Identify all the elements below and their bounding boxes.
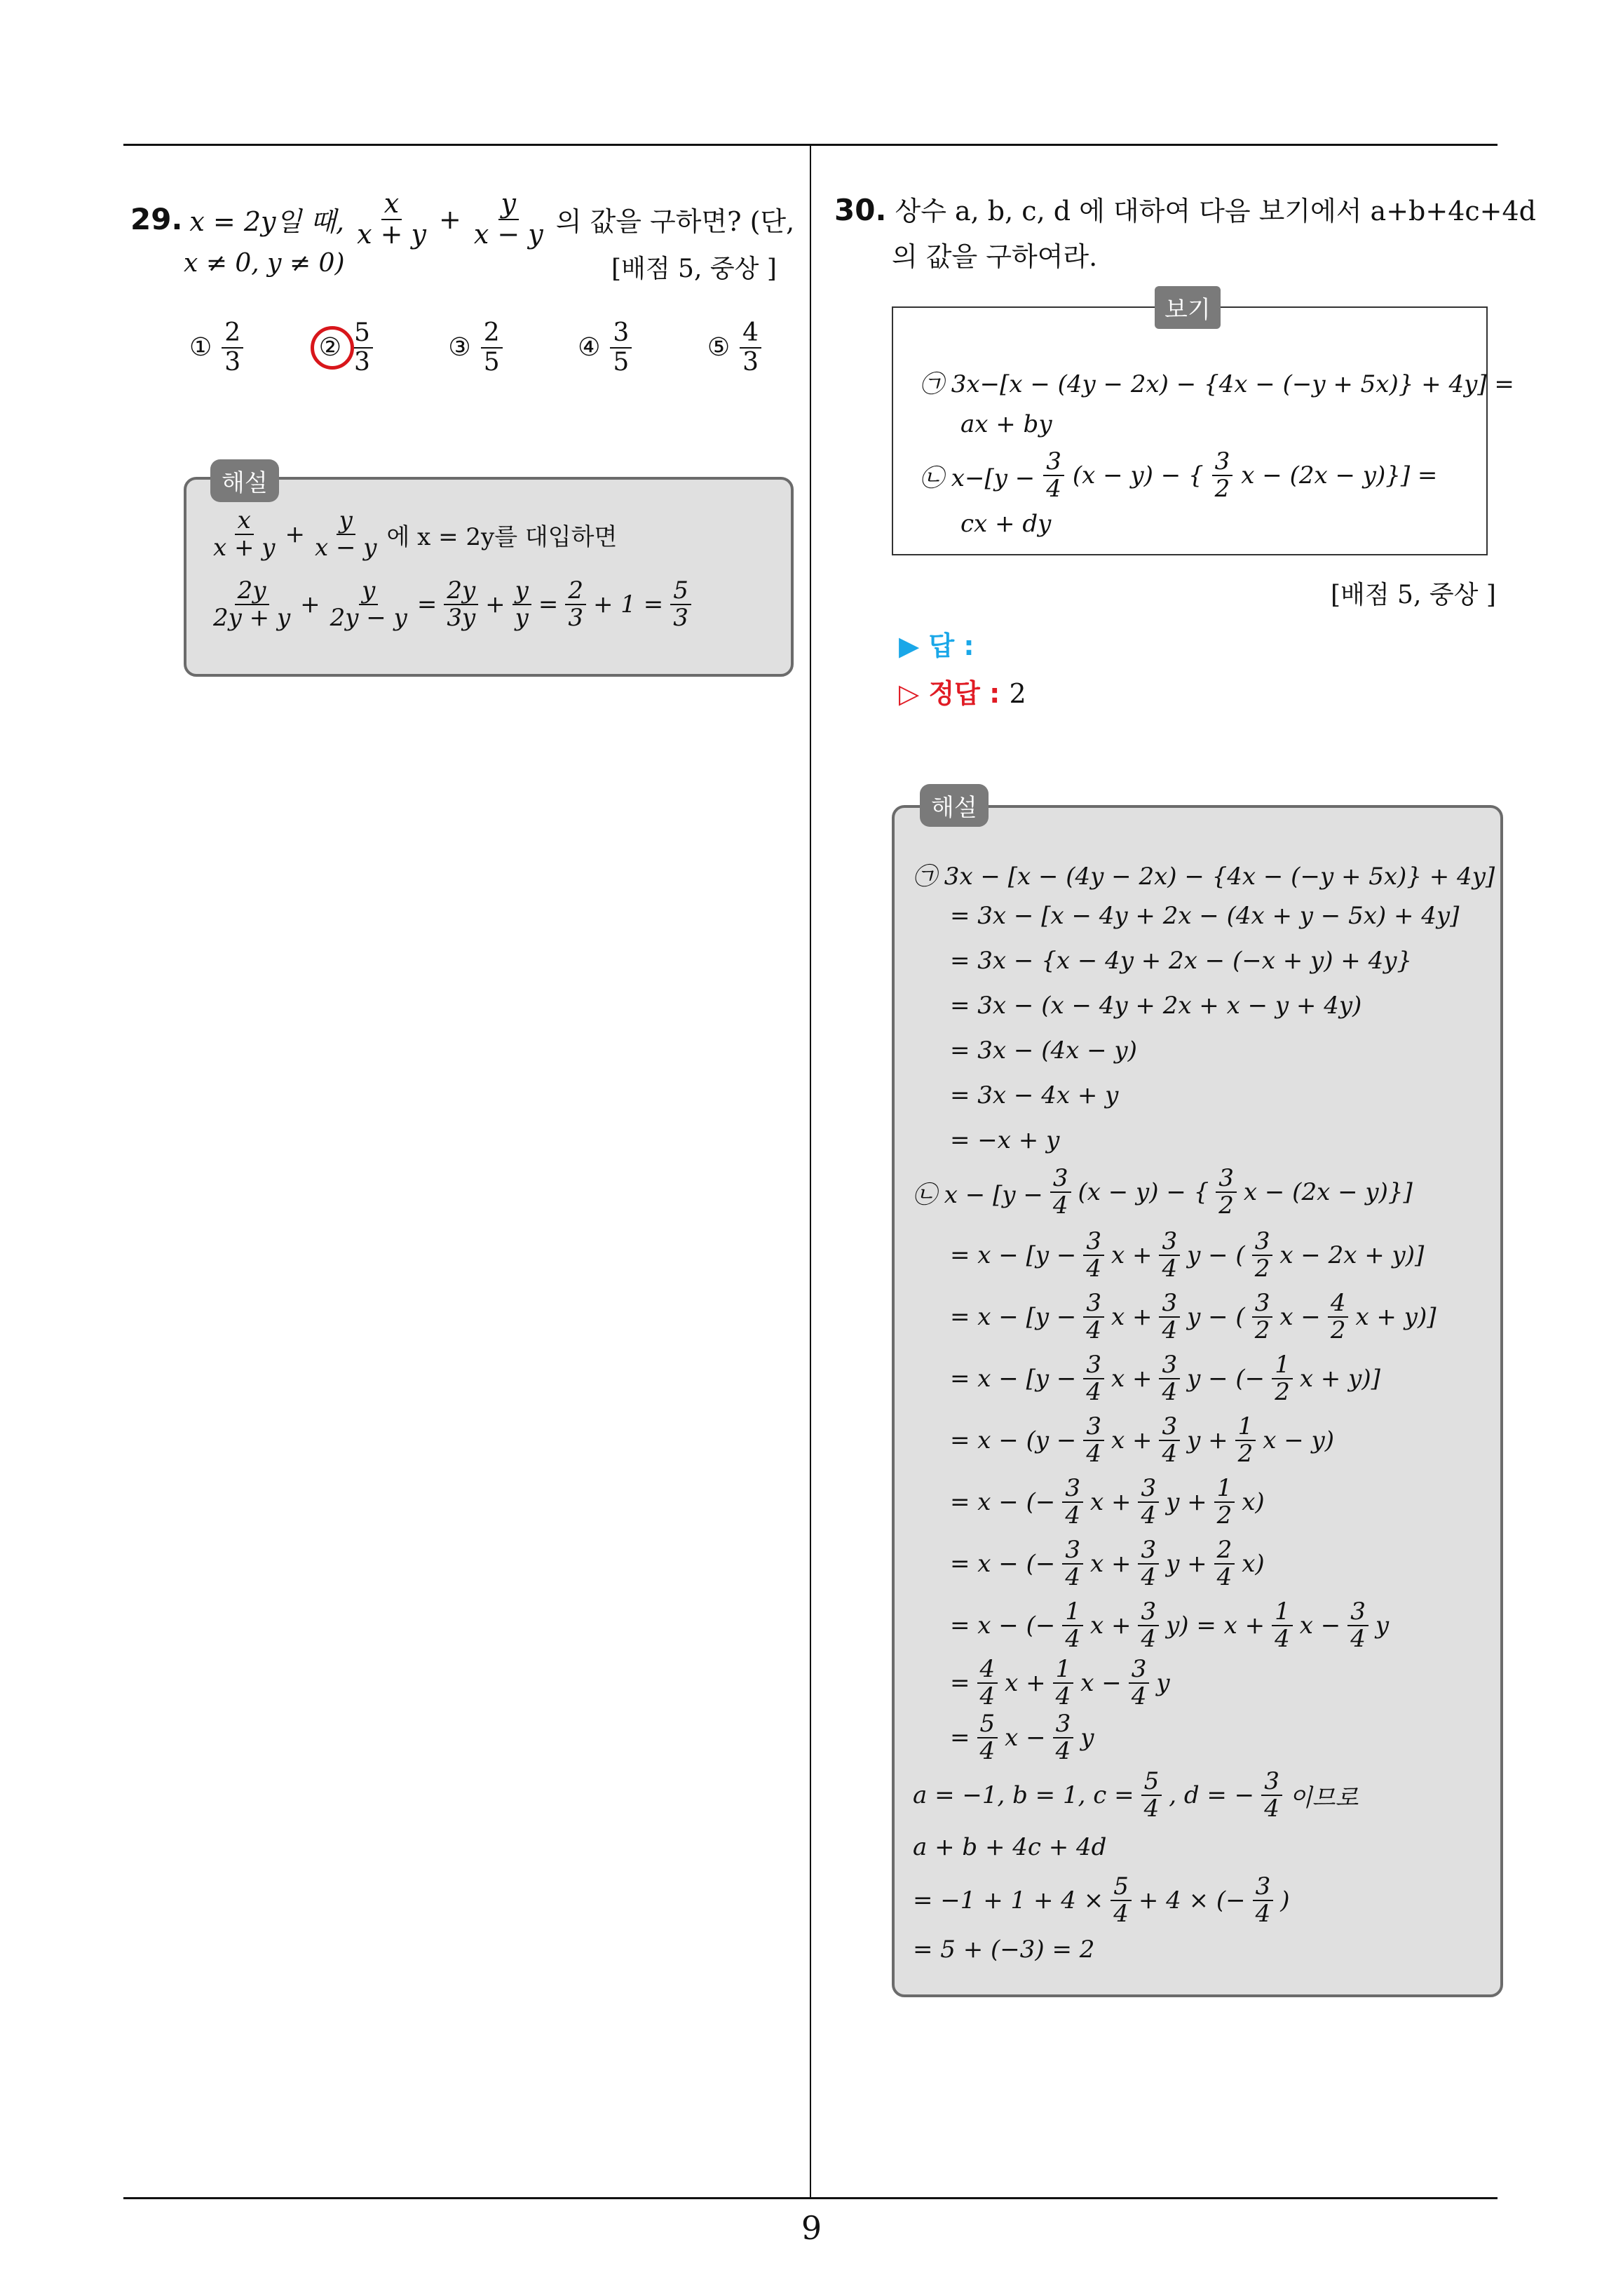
- choice-5[interactable]: [707, 319, 764, 376]
- fraction: $\frac{3}{4}$: [1138, 1475, 1159, 1529]
- expression-text: x −: [1299, 1612, 1341, 1640]
- choice-1-value: $\frac{2}{3}$: [222, 319, 243, 376]
- solution-b-line-3: [950, 1290, 1436, 1344]
- expression-text: x − (2x − y)}]: [1243, 1178, 1413, 1207]
- expression-text: x +: [1089, 1488, 1132, 1517]
- expression-text: = x − [y −: [950, 1365, 1077, 1393]
- choice-4-label: ④: [578, 333, 601, 363]
- fraction: $\frac{5}{4}$: [1111, 1874, 1132, 1928]
- page-number: 9: [801, 2209, 822, 2247]
- fraction: $\frac{3}{4}$: [1159, 1229, 1180, 1283]
- choice-1-label: ①: [189, 333, 212, 363]
- expression-text: y − (−: [1187, 1365, 1265, 1393]
- solution-b-line-5: [950, 1414, 1334, 1468]
- expression-text: ㉡ x − [y −: [913, 1180, 1043, 1209]
- fraction: $\frac{3}{4}$: [1159, 1414, 1180, 1468]
- fraction: $\frac{3}{4}$: [1053, 1711, 1074, 1765]
- choice-5-value: $\frac{4}{3}$: [740, 319, 761, 376]
- expression-text: = x − [y −: [950, 1303, 1077, 1332]
- expression-text: x − 2x + y)]: [1279, 1241, 1425, 1270]
- problem-29-fraction-1: $\frac{x}{x + y}$: [357, 188, 426, 250]
- choice-5-label: ⑤: [707, 333, 731, 363]
- answer-label: ▶ 답 :: [899, 630, 975, 661]
- expression-text: ): [1280, 1886, 1290, 1915]
- expression-text: y) = x +: [1166, 1612, 1265, 1640]
- expression-text: x −: [1279, 1303, 1321, 1332]
- expression-text: = x − (−: [950, 1550, 1056, 1579]
- conclusion-line-2: a + b + 4c + 4d: [913, 1833, 1107, 1861]
- expression-text: x + y)]: [1355, 1303, 1437, 1332]
- explanation-29-line-2: $\frac{2y}{2y + y}$ + $\frac{y}{2y - y}$ = $\frac{2y}{3y}$ + $\frac{y}{y}$ = $\frac{2}{3}$ + 1 = $\frac{5}{3}$: [208, 578, 694, 632]
- expression-text: = −1 + 1 + 4 ×: [913, 1886, 1104, 1915]
- expression-text: y: [1156, 1669, 1170, 1698]
- problem-29-choices: [189, 319, 764, 376]
- fraction: $\frac{1}{4}$: [1272, 1599, 1293, 1653]
- problem-29-condition: x ≠ 0, y ≠ 0): [184, 249, 345, 278]
- expression-text: , d = −: [1169, 1781, 1255, 1810]
- fraction: $\frac{3}{4}$: [1159, 1352, 1180, 1406]
- solution-a-line-7: = −x + y: [950, 1126, 1060, 1154]
- expression-text: x +: [1089, 1550, 1132, 1579]
- selected-circle-mark: [311, 326, 354, 370]
- solution-b-line-8: [950, 1599, 1389, 1653]
- fraction: $\frac{5}{4}$: [977, 1711, 998, 1765]
- choice-2-label: ②: [318, 333, 341, 363]
- solution-b-line-6: [950, 1475, 1265, 1529]
- problem-29-meta: [배점 5, 중상 ]: [611, 255, 777, 283]
- explanation-tab-29: 해설: [210, 459, 279, 502]
- expression-text: x): [1242, 1488, 1265, 1517]
- problem-29-number: 29.: [130, 202, 183, 237]
- expression-text: x +: [1111, 1241, 1153, 1270]
- fraction: $\frac{3}{4}$: [1083, 1290, 1104, 1344]
- expression-text: (x − y) − {: [1078, 1178, 1209, 1207]
- problem-30-line-1: 상수 a, b, c, d 에 대하여 다음 보기에서 a+b+4c+4d: [895, 196, 1536, 227]
- fraction: $\frac{1}{4}$: [1053, 1656, 1074, 1710]
- fraction: $\frac{3}{4}$: [1062, 1475, 1083, 1529]
- fraction: $\frac{1}{2}$: [1272, 1352, 1293, 1406]
- expression-text: y +: [1187, 1426, 1228, 1455]
- explanation-tab-30: 해설: [920, 784, 989, 827]
- correct-answer-value: 2: [1009, 678, 1026, 709]
- fraction: $\frac{3}{4}$: [1347, 1599, 1369, 1653]
- solution-a-line-6: = 3x − 4x + y: [950, 1081, 1119, 1109]
- expression-text: y − (: [1187, 1303, 1245, 1332]
- solution-b-line-9: [950, 1656, 1170, 1710]
- fraction: $\frac{3}{4}$: [1138, 1599, 1159, 1653]
- solution-b-line-1: [913, 1166, 1413, 1220]
- choice-3-value: $\frac{2}{5}$: [481, 319, 503, 376]
- choice-1[interactable]: [189, 319, 246, 376]
- expression-text: y: [1375, 1612, 1390, 1640]
- explanation-29-line-1: $\frac{x}{x + y}$ + $\frac{y}{x - y}$ 에 x = 2y를 대입하면: [213, 506, 618, 562]
- problem-30-statement: [834, 189, 1536, 228]
- expression-text: =: [950, 1724, 970, 1753]
- solution-b-line-4: [950, 1352, 1380, 1406]
- fraction: $\frac{3}{4}$: [1138, 1537, 1159, 1591]
- fraction: $\frac{3}{4}$: [1261, 1769, 1282, 1823]
- expression-text: =: [950, 1669, 970, 1698]
- expression-text: x): [1242, 1550, 1265, 1579]
- fraction: $\frac{1}{4}$: [1062, 1599, 1083, 1653]
- choice-3-label: ③: [448, 333, 471, 363]
- choice-2[interactable]: [319, 319, 376, 376]
- problem-29-explanation-box: [184, 477, 794, 677]
- expression-text: y: [1080, 1724, 1094, 1753]
- fraction: $\frac{3}{2}$: [1252, 1229, 1273, 1283]
- choice-4-value: $\frac{3}{5}$: [610, 319, 632, 376]
- solution-a-line-3: = 3x − {x − 4y + 2x − (−x + y) + 4y}: [950, 947, 1413, 975]
- expression-text: 이므로: [1289, 1783, 1359, 1812]
- expression-text: a = −1, b = 1, c =: [913, 1781, 1134, 1810]
- solution-b-line-10: [950, 1711, 1094, 1765]
- solution-b-line-7: [950, 1537, 1265, 1591]
- fraction: $\frac{2}{4}$: [1214, 1537, 1235, 1591]
- expression-text: = x − [y −: [950, 1241, 1077, 1270]
- solution-a-line-5: = 3x − (4x − y): [950, 1036, 1137, 1065]
- problem-29-statement: [130, 189, 794, 250]
- expression-text: = x − (−: [950, 1488, 1056, 1517]
- solution-a-line-1: ㉠ 3x − [x − (4y − 2x) − {4x − (−y + 5x)} + 4y]: [913, 863, 1495, 891]
- expression-text: = x − (y −: [950, 1426, 1077, 1455]
- fraction: $\frac{1}{2}$: [1235, 1414, 1256, 1468]
- expression-text: x −: [1005, 1724, 1046, 1753]
- problem-30-number: 30.: [834, 193, 887, 227]
- correct-answer-label: ▷ 정답 :: [899, 678, 1000, 709]
- bogi-item-2: ㉡ x−[y − $\frac{3}{4}$ (x − y) − { $\frac{3}{2}$ x − (2x − y)}] =: [920, 447, 1438, 504]
- expression-text: x −: [1080, 1669, 1122, 1698]
- problem-29-question: 의 값을 구하면? (단,: [555, 206, 795, 238]
- expression-text: + 4 × (−: [1138, 1886, 1246, 1915]
- expression-text: x +: [1005, 1669, 1046, 1698]
- plus-sign: +: [438, 203, 461, 235]
- fraction: $\frac{3}{4}$: [1050, 1166, 1071, 1220]
- expression-text: y +: [1166, 1550, 1207, 1579]
- problem-30-line-2: 의 값을 구하여라.: [892, 241, 1098, 272]
- solution-a-line-2: = 3x − [x − 4y + 2x − (4x + y − 5x) + 4y]: [950, 902, 1460, 930]
- solution-b-line-2: [950, 1229, 1424, 1283]
- fraction: $\frac{3}{4}$: [1129, 1656, 1150, 1710]
- fraction: $\frac{4}{4}$: [977, 1656, 998, 1710]
- bogi-item-1: ㉠ 3x−[x − (4y − 2x) − {4x − (−y + 5x)} + 4y] =: [920, 370, 1514, 398]
- expression-text: x +: [1111, 1365, 1153, 1393]
- choice-2-value: $\frac{5}{3}$: [351, 319, 373, 376]
- conclusion-line-3: [913, 1874, 1290, 1928]
- bogi-item-1b: ax + by: [960, 410, 1052, 438]
- fraction: $\frac{1}{2}$: [1214, 1475, 1235, 1529]
- fraction: $\frac{3}{4}$: [1159, 1290, 1180, 1344]
- fraction: $\frac{3}{4}$: [1062, 1537, 1083, 1591]
- fraction: $\frac{4}{2}$: [1328, 1290, 1349, 1344]
- fraction: $\frac{5}{4}$: [1141, 1769, 1162, 1823]
- fraction: $\frac{3}{2}$: [1252, 1290, 1273, 1344]
- expression-text: x +: [1111, 1303, 1153, 1332]
- choice-3[interactable]: [448, 319, 505, 376]
- expression-text: x − y): [1263, 1426, 1335, 1455]
- bottom-rule: [123, 2197, 1498, 2199]
- expression-text: x +: [1089, 1612, 1132, 1640]
- problem-29-lead: x = 2y일 때,: [189, 206, 345, 238]
- fraction: $\frac{3}{4}$: [1253, 1874, 1274, 1928]
- solution-a-line-4: = 3x − (x − 4y + 2x + x − y + 4y): [950, 992, 1362, 1020]
- bogi-tab: 보기: [1155, 286, 1221, 329]
- conclusion-line-1: [913, 1769, 1358, 1823]
- expression-text: y − (: [1187, 1241, 1245, 1270]
- expression-text: = x − (−: [950, 1612, 1056, 1640]
- expression-text: x +: [1111, 1426, 1153, 1455]
- conclusion-line-4: = 5 + (−3) = 2: [913, 1936, 1095, 1964]
- problem-30-meta: [배점 5, 중상 ]: [1331, 581, 1496, 609]
- expression-text: y +: [1166, 1488, 1207, 1517]
- fraction: $\frac{3}{4}$: [1083, 1352, 1104, 1406]
- correct-answer-row: [899, 672, 1026, 710]
- bogi-item-2b: cx + dy: [960, 510, 1052, 538]
- fraction: $\frac{3}{4}$: [1083, 1229, 1104, 1283]
- fraction: $\frac{3}{4}$: [1083, 1414, 1104, 1468]
- problem-29-fraction-2: $\frac{y}{x - y}$: [473, 188, 543, 250]
- choice-4[interactable]: [578, 319, 634, 376]
- fraction: $\frac{3}{2}$: [1216, 1166, 1237, 1220]
- column-divider: [810, 144, 811, 2199]
- expression-text: x + y)]: [1299, 1365, 1380, 1393]
